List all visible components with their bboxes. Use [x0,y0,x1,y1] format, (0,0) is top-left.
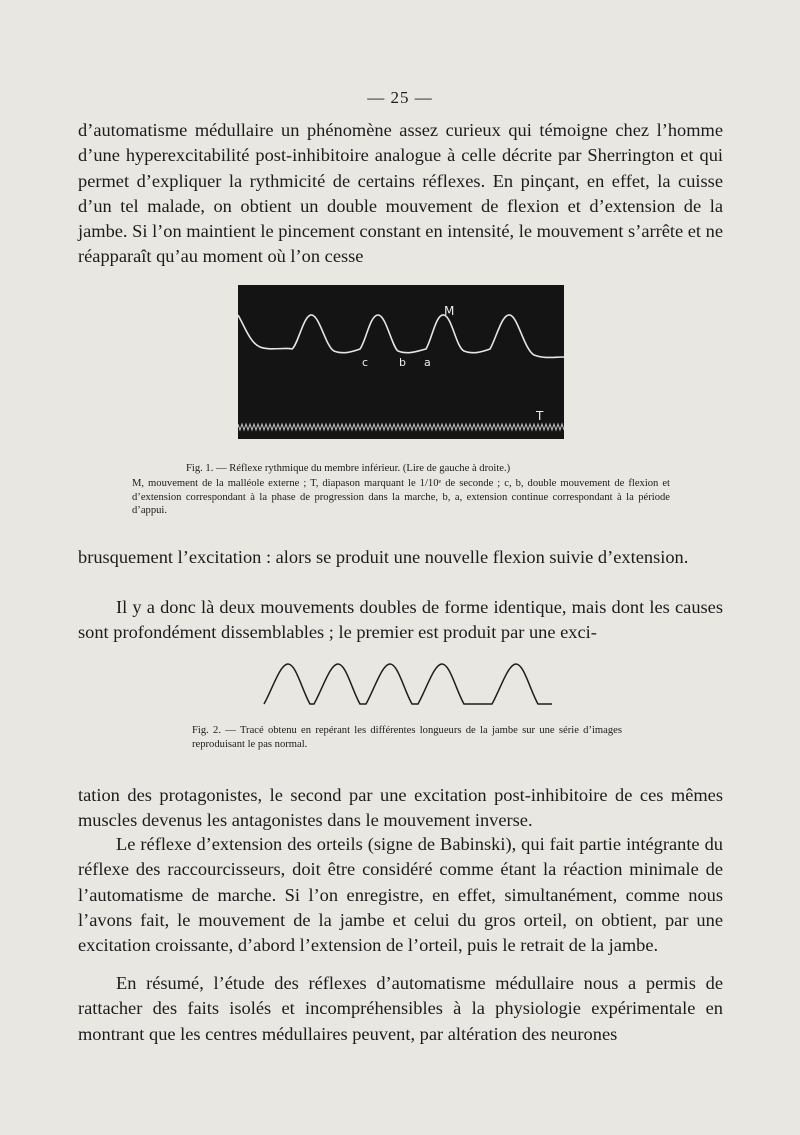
paragraph-2: brusquement l’excitation : alors se produit une nouvelle flexion suivie d’extension. [78,547,689,567]
label-m: M [444,304,455,318]
figure-1-svg [238,285,564,439]
paragraph-4: tation des protagonistes, le second par une excitation post-inhibitoire de ces mêmes muscles devenus les antagonistes dans le mouvement inverse. [78,785,723,831]
figure-2-trace [262,660,562,706]
page-number: — 25 — [367,88,433,107]
tuning-fork-trace [238,424,564,430]
label-a: a [424,356,431,369]
movement-trace-m [238,315,564,358]
paragraph-6: En résumé, l’étude des réflexes d’automatisme médullaire nous a permis de rattacher des faits isolés et incompréhensibles à la physiologie expérimentale en montrant que les centres médullaires peuvent, par altération des neurones [78,973,723,1044]
paragraph-5: Le réflexe d’extension des orteils (signe de Babinski), qui fait partie intégrante du réflexe des raccourcisseurs, doit être considéré comme étant la réaction minimale de l’automatisme de marche. Si l’on enregistre, en effet, simultanément, comme nous l’avons fait, le mouvement de la jambe et celui du gros orteil, on obtient, par une excitation croissante, d’abord l’extension de l’orteil, puis le retrait de la jambe. [78,834,723,956]
paragraph-1: d’automatisme médullaire un phénomène assez curieux qui témoigne chez l’homme d’une hyperexcitabilité post-inhibitoire analogue à celle décrite par Sherrington et qui permet d’expliquer la rythmicité de certains réflexes. En pinçant, en effet, la cuisse d’un tel malade, on obtient un double mouvement de flexion et d’extension de la jambe. Si l’on maintient le pincement constant en intensité, le mouvement s’arrête et ne réapparaît qu’au moment où l’on cesse [78,120,724,267]
figure-2-caption: Fig. 2. — Tracé obtenu en repérant les différentes longueurs de la jambe sur une série d’images reproduisant le pas normal. [192,725,622,750]
label-t: T [536,409,544,423]
figure-1-trace [238,285,564,439]
leg-length-trace [264,664,552,704]
figure-1-caption-body: M, mouvement de la malléole externe ; T, diapason marquant le 1/10ᵉ de seconde ; c, b, double mouvement de flexion et d’extension correspondant à la phase de progression dans la marche, b, a, extension continue correspondant à la période d’appui. [132,478,670,517]
paragraph-3: Il y a donc là deux mouvements doubles de forme identique, mais dont les causes sont profondément dissemblables ; le premier est produit par une exci- [78,597,723,643]
label-c: c [362,356,369,369]
figure-1-caption-lead: Fig. 1. — Réflexe rythmique du membre inférieur. (Lire de gauche à droite.) [186,463,511,474]
figure-2-svg [262,660,562,706]
label-b: b [399,356,406,369]
